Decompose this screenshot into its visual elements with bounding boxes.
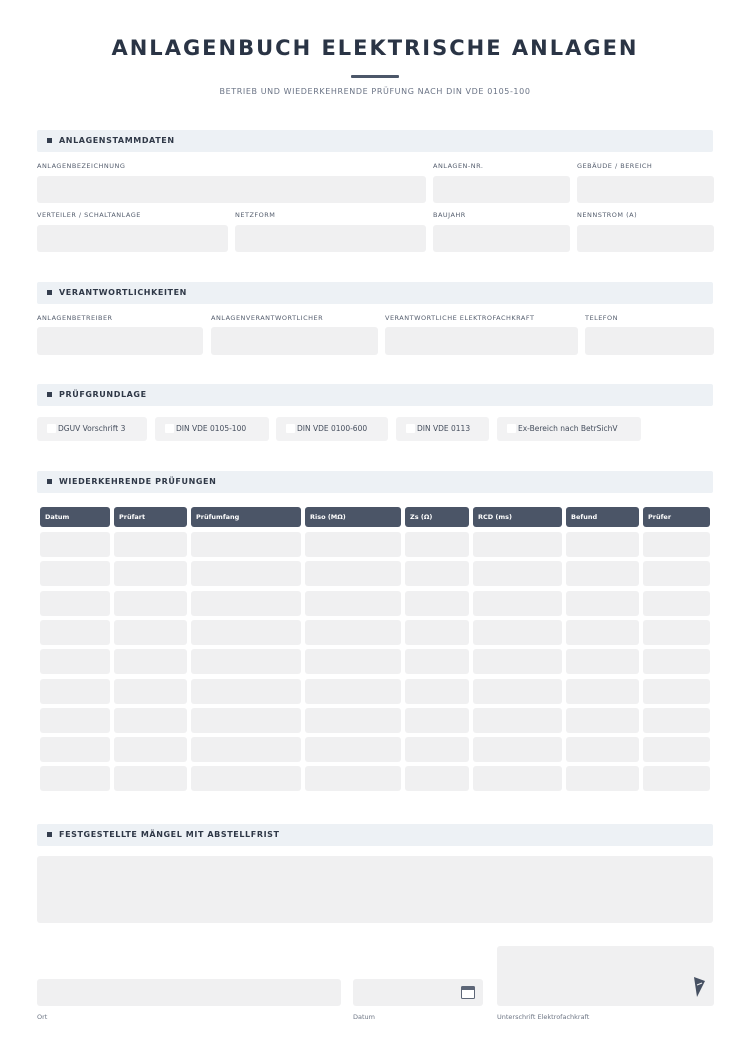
label-elektrofachkraft: VERANTWORTLICHE ELEKTROFACHKRAFT: [385, 314, 535, 322]
table-cell[interactable]: [566, 737, 639, 762]
datum-field[interactable]: [353, 979, 483, 1006]
label-betreiber: ANLAGENBETREIBER: [37, 314, 113, 322]
section-title: FESTGESTELLTE MÄNGEL MIT ABSTELLFRIST: [59, 830, 280, 839]
section-header-maengel: [37, 824, 713, 846]
table-cell[interactable]: [114, 591, 187, 616]
table-cell[interactable]: [473, 649, 562, 674]
telefon-field[interactable]: [585, 327, 714, 355]
section-header-pruefgrundlage: [37, 384, 713, 406]
table-cell[interactable]: [114, 766, 187, 791]
table-cell[interactable]: [191, 708, 301, 733]
table-cell[interactable]: [40, 649, 110, 674]
table-cell[interactable]: [473, 708, 562, 733]
section-marker: [47, 392, 52, 397]
column-label: Prüfart: [119, 513, 146, 521]
table-cell[interactable]: [40, 737, 110, 762]
checkbox[interactable]: [286, 424, 295, 433]
column-label: Zs (Ω): [410, 513, 433, 521]
pen-nib-icon: [693, 976, 706, 998]
table-cell[interactable]: [40, 620, 110, 645]
table-header-rcd: [473, 507, 562, 527]
table-cell[interactable]: [405, 620, 469, 645]
section-header-stammdaten: [37, 130, 713, 152]
label-verteiler: VERTEILER / SCHALTANLAGE: [37, 211, 141, 219]
option-dguv-v3[interactable]: [37, 417, 147, 441]
ort-field[interactable]: [37, 979, 341, 1006]
table-cell[interactable]: [40, 679, 110, 704]
label-telefon: TELEFON: [585, 314, 619, 322]
page-title: ANLAGENBUCH ELEKTRISCHE ANLAGEN: [111, 36, 639, 60]
table-cell[interactable]: [643, 532, 710, 557]
option-din-vde-0105-100[interactable]: [155, 417, 269, 441]
calendar-icon[interactable]: [461, 986, 475, 999]
option-label: Ex-Bereich nach BetrSichV: [518, 424, 618, 433]
section-marker: [47, 290, 52, 295]
column-label: Prüfumfang: [196, 513, 240, 521]
section-marker: [47, 479, 52, 484]
label-nennstrom: NENNSTROM (A): [577, 211, 638, 219]
option-label: DIN VDE 0105-100: [176, 424, 247, 433]
table-cell[interactable]: [40, 532, 110, 557]
label-baujahr: BAUJAHR: [433, 211, 466, 219]
table-cell[interactable]: [191, 737, 301, 762]
section-title: WIEDERKEHRENDE PRÜFUNGEN: [59, 477, 217, 486]
table-cell[interactable]: [305, 620, 401, 645]
anlagenverantwortlicher-field[interactable]: [211, 327, 378, 355]
page-subtitle: BETRIEB UND WIEDERKEHRENDE PRÜFUNG NACH DIN VDE 0105-100: [219, 87, 531, 96]
table-cell[interactable]: [305, 649, 401, 674]
maengel-textarea[interactable]: [37, 856, 713, 923]
table-cell[interactable]: [305, 766, 401, 791]
table-cell[interactable]: [114, 679, 187, 704]
label-anlagenbezeichnung: ANLAGENBEZEICHNUNG: [37, 162, 126, 170]
checkbox[interactable]: [507, 424, 516, 433]
verteiler-field[interactable]: [37, 225, 228, 252]
table-cell[interactable]: [305, 708, 401, 733]
table-cell[interactable]: [566, 766, 639, 791]
label-anlagenverantwortlicher: ANLAGENVERANTWORTLICHER: [211, 314, 324, 322]
table-cell[interactable]: [114, 708, 187, 733]
label-unterschrift: Unterschrift Elektrofachkraft: [497, 1013, 590, 1021]
table-cell[interactable]: [473, 532, 562, 557]
table-cell[interactable]: [566, 620, 639, 645]
table-cell[interactable]: [191, 532, 301, 557]
table-header-pruefer: [643, 507, 710, 527]
table-cell[interactable]: [40, 708, 110, 733]
label-netzform: NETZFORM: [235, 211, 276, 219]
column-label: Prüfer: [648, 513, 672, 521]
checkbox[interactable]: [47, 424, 56, 433]
table-header-riso: [305, 507, 401, 527]
table-header-befund: [566, 507, 639, 527]
checkbox[interactable]: [165, 424, 174, 433]
table-cell[interactable]: [191, 591, 301, 616]
table-cell[interactable]: [40, 561, 110, 586]
nennstrom-field[interactable]: [577, 225, 714, 252]
table-cell[interactable]: [405, 708, 469, 733]
table-cell[interactable]: [566, 649, 639, 674]
table-cell[interactable]: [114, 620, 187, 645]
table-cell[interactable]: [643, 679, 710, 704]
table-cell[interactable]: [305, 591, 401, 616]
table-cell[interactable]: [114, 532, 187, 557]
checkbox[interactable]: [406, 424, 415, 433]
betreiber-field[interactable]: [37, 327, 203, 355]
option-ex-bereich[interactable]: [497, 417, 641, 441]
table-cell[interactable]: [643, 591, 710, 616]
title-underline: [351, 75, 399, 78]
table-cell[interactable]: [114, 737, 187, 762]
signature-field[interactable]: [497, 946, 714, 1006]
table-cell[interactable]: [643, 737, 710, 762]
table-cell[interactable]: [473, 737, 562, 762]
table-cell[interactable]: [305, 532, 401, 557]
option-label: DGUV Vorschrift 3: [58, 424, 126, 433]
table-header-pruefart: [114, 507, 187, 527]
column-label: Riso (MΩ): [310, 513, 346, 521]
table-header-datum: [40, 507, 110, 527]
section-title: VERANTWORTLICHKEITEN: [59, 288, 187, 297]
table-cell[interactable]: [566, 561, 639, 586]
anlagen-nr-field[interactable]: [433, 176, 570, 203]
table-cell[interactable]: [191, 561, 301, 586]
table-cell[interactable]: [305, 561, 401, 586]
elektrofachkraft-field[interactable]: [385, 327, 578, 355]
option-label: DIN VDE 0100-600: [297, 424, 368, 433]
table-cell[interactable]: [473, 679, 562, 704]
table-cell[interactable]: [643, 561, 710, 586]
table-cell[interactable]: [405, 737, 469, 762]
anlagenbezeichnung-field[interactable]: [37, 176, 426, 203]
table-header-zs: [405, 507, 469, 527]
section-title: PRÜFGRUNDLAGE: [59, 390, 147, 399]
netzform-field[interactable]: [235, 225, 426, 252]
table-cell[interactable]: [473, 561, 562, 586]
baujahr-field[interactable]: [433, 225, 570, 252]
section-marker: [47, 832, 52, 837]
section-marker: [47, 138, 52, 143]
table-cell[interactable]: [405, 766, 469, 791]
table-cell[interactable]: [405, 679, 469, 704]
option-din-vde-0113[interactable]: [396, 417, 489, 441]
gebaeude-field[interactable]: [577, 176, 714, 203]
table-cell[interactable]: [643, 649, 710, 674]
table-cell[interactable]: [643, 620, 710, 645]
table-cell[interactable]: [473, 620, 562, 645]
table-cell[interactable]: [305, 737, 401, 762]
table-cell[interactable]: [643, 766, 710, 791]
label-datum: Datum: [353, 1013, 375, 1021]
table-cell[interactable]: [566, 532, 639, 557]
table-cell[interactable]: [40, 766, 110, 791]
option-din-vde-0100-600[interactable]: [276, 417, 388, 441]
table-cell[interactable]: [191, 620, 301, 645]
table-cell[interactable]: [114, 649, 187, 674]
table-cell[interactable]: [405, 649, 469, 674]
column-label: Datum: [45, 513, 70, 521]
table-cell[interactable]: [305, 679, 401, 704]
table-cell[interactable]: [473, 766, 562, 791]
label-ort: Ort: [37, 1013, 48, 1021]
table-cell[interactable]: [114, 561, 187, 586]
table-cell[interactable]: [405, 532, 469, 557]
table-cell[interactable]: [405, 591, 469, 616]
column-label: Befund: [571, 513, 598, 521]
label-gebaeude: GEBÄUDE / BEREICH: [577, 162, 653, 170]
section-header-pruefungen: [37, 471, 713, 493]
section-header-verantwortlichkeiten: [37, 282, 713, 304]
section-title: ANLAGENSTAMMDATEN: [59, 136, 175, 145]
table-cell[interactable]: [191, 679, 301, 704]
label-anlagen-nr: ANLAGEN-NR.: [433, 162, 484, 170]
table-cell[interactable]: [473, 591, 562, 616]
table-cell[interactable]: [191, 766, 301, 791]
table-cell[interactable]: [405, 561, 469, 586]
table-cell[interactable]: [566, 679, 639, 704]
table-cell[interactable]: [643, 708, 710, 733]
table-header-pruefumfang: [191, 507, 301, 527]
column-label: RCD (ms): [478, 513, 513, 521]
option-label: DIN VDE 0113: [417, 424, 471, 433]
table-cell[interactable]: [566, 708, 639, 733]
table-cell[interactable]: [40, 591, 110, 616]
table-cell[interactable]: [566, 591, 639, 616]
table-cell[interactable]: [191, 649, 301, 674]
